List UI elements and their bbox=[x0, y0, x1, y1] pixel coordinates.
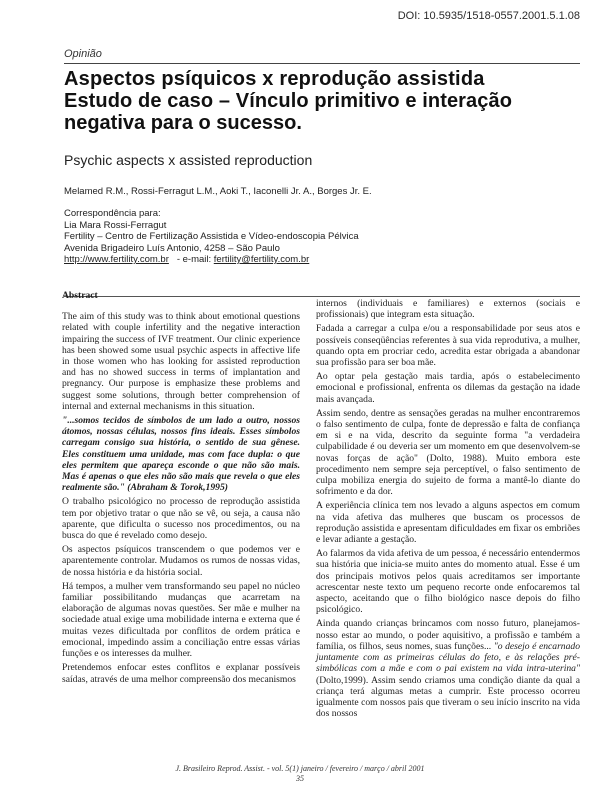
body-paragraph: Ao optar pela gestação mais tardia, após o estabelecimento emocional e profissional, enfrenta os dilemas da gestação na idade mais avançada. bbox=[316, 371, 580, 405]
correspondence-address: Avenida Brigadeiro Luís Antonio, 4258 – São Paulo bbox=[64, 242, 280, 254]
paragraph-text: (Dolto,1999). Assim sendo criamos uma condição diante da qual a criança terá algumas metas a cumprir. Este processo ocorreu igualmente com nossos pais que tiveram o seu início inscrito na vida dos nossos bbox=[316, 674, 580, 720]
body-paragraph: internos (individuais e familiares) e externos (sociais e profissionais) que integram esta situação. bbox=[316, 298, 580, 321]
top-divider bbox=[64, 63, 580, 64]
correspondence-heading: Correspondência para: bbox=[64, 208, 161, 219]
title-line-2: Estudo de caso – Vínculo primitivo e interação bbox=[64, 90, 513, 112]
author-list: Melamed R.M., Rossi-Ferragut L.M., Aoki T., Iaconelli Jr. A., Borges Jr. E. bbox=[64, 186, 372, 197]
section-label: Opinião bbox=[64, 48, 102, 60]
website-link[interactable]: http://www.fertility.com.br bbox=[64, 254, 169, 265]
abstract-text: The aim of this study was to think about emotional questions related with couple infertility and the negative interaction impairing the success of IVF treatment. Our clinic experience has been showed some usual psychic aspects in affective life in those women who has looking for assisted reproduction and has no showed success in terms of implantation and pregnancy. Our purpose is emphasize these problems and suggest some solutions, through better comprehension of internal and external mechanisms in this situation. bbox=[62, 311, 300, 412]
page-footer bbox=[0, 764, 600, 784]
body-paragraph: Assim sendo, dentre as sensações geradas na mulher encontraremos o falso sentimento de culpa, fonte de depressão e falta de confiança em si e na vida, descrito da seguinte forma "a verdadeira culpabilidade é ou deveria ser um momento em que desenvolvem-se novas forças de ação" (Dolto, 1988). Muito embora este procedimento nem sempre seja perceptível, o falso sentimento de culpa mobiliza energia do sujeito de forma a mantê-lo diante do sofrimento e da dor. bbox=[316, 407, 580, 498]
body-paragraph: A experiência clínica tem nos levado a alguns aspectos em comum na vida afetiva das mulheres que buscam os processos de reprodução assistida e apresentam dificuldades em fixar os embriões e levar adiante a gestação. bbox=[316, 500, 580, 546]
right-column bbox=[316, 298, 580, 722]
body-paragraph: Ao falarmos da vida afetiva de um pessoa, é necessário entendermos sua história que inicia-se muito antes do momento atual. Esse é um dos principais motivos pelos quais acreditamos ser importante acrescentar neste texto um pequeno recorte onde enfocaremos tal aspecto, aceitando que o filho biológico nasce depois do filho psicológico. bbox=[316, 548, 580, 616]
article-title bbox=[64, 68, 584, 134]
abstract-heading: Abstract bbox=[62, 290, 98, 301]
doi-label: DOI: 10.5935/1518-0557.2001.5.1.08 bbox=[397, 10, 580, 22]
left-column bbox=[62, 290, 300, 688]
body-paragraph: O trabalho psicológico no processo de reprodução assistida tem por objetivo tratar o que não se vê, ou seja, a causa não aparente, que dificulta o sucesso nos procedimentos, ou na busca do que é revelado como desejo. bbox=[62, 496, 300, 542]
footer-journal: J. Brasileiro Reprod. Assist. - vol. 5(1) janeiro / fevereiro / março / abril 2001 bbox=[175, 764, 425, 773]
title-line-3: negativa para o sucesso. bbox=[64, 112, 302, 134]
paragraph-text: Ainda quando crianças brincamos com nosso futuro, planejamos-nosso estar ao mundo, o poder aquisitivo, a profissão e também a família, os filhos, seus nomes, suas funções... bbox=[316, 618, 580, 652]
body-paragraph: Pretendemos enfocar estes conflitos e explanar possíveis saídas, através de uma melhor compreensão dos mecanismos bbox=[62, 662, 300, 685]
inline-quote: "o desejo é encarnado juntamente com as primeiras células do feto, e às relações pré-simbólicas com a mãe e com o pai existem na vida intra-uterina" bbox=[316, 640, 580, 675]
email-link[interactable]: fertility@fertility.com.br bbox=[213, 254, 310, 265]
article-subtitle: Psychic aspects x assisted reproduction bbox=[64, 152, 313, 168]
correspondence-institution: Fertility – Centro de Fertilização Assistida e Vídeo-endoscopia Pélvica bbox=[64, 231, 359, 242]
body-paragraph: Há tempos, a mulher vem transformando seu papel no núcleo familiar possibilitando mudanças que acarretam na elaboração de algumas novas questões. Ser mãe e mulher na sociedade atual exige uma mobilidade interna e externa que é muitas vezes dificultada por conflitos de ordem prática e emocional, impedindo assim a conciliação entre essas várias funções e os interesses da mulher. bbox=[62, 580, 300, 660]
body-paragraph-last bbox=[316, 618, 580, 719]
title-line-1: Aspectos psíquicos x reprodução assistida bbox=[64, 68, 485, 90]
correspondence-name: Lia Mara Rossi-Ferragut bbox=[64, 219, 167, 231]
epigraph-quote: "...somos tecidos de símbolos de um lado a outro, nossos átomos, nossas células, nossos fins ideais. Esses símbolos carregam consigo sua história, o sentido de sua gênese. Eles constituem uma unidade, mas com face dupla: o que eles permitem que apareça esconde o que não são mais. Mas é apenas o que eles não são mais que revela o que eles realmente são." (Abraham & Torok,1995) bbox=[62, 415, 300, 494]
correspondence-contact bbox=[64, 254, 359, 266]
body-paragraph: Os aspectos psíquicos transcendem o que podemos ver e aparentemente controlar. Mudamos os rumos de nossas vidas, de nossa história e da história social. bbox=[62, 544, 300, 578]
body-paragraph: Fadada a carregar a culpa e/ou a responsabilidade por seus atos e possíveis conseqüências referentes à sua vida reprodutiva, a mulher, quando opta em procriar cedo, acredita estar obrigada a abandonar sua profissão para ser boa mãe. bbox=[316, 323, 580, 369]
email-label: - e-mail: bbox=[176, 254, 212, 265]
footer-page-number: 35 bbox=[296, 774, 304, 783]
correspondence-block bbox=[64, 208, 359, 266]
